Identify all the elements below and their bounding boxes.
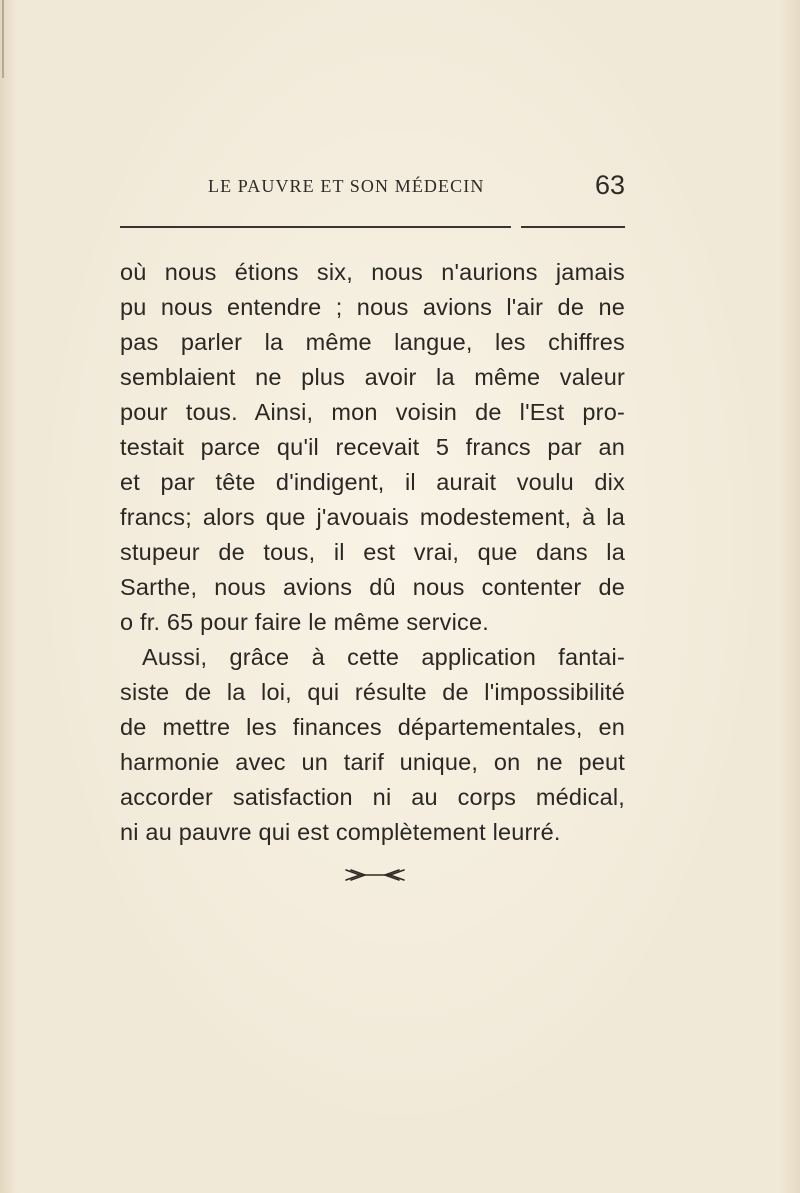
text-line: siste de la loi, qui résulte de l'impossibilité [120, 679, 625, 705]
text-line: harmonie avec un tarif unique, on ne peut [120, 749, 625, 775]
text-line: o fr. 65 pour faire le même service. [120, 609, 489, 635]
running-head [120, 170, 625, 206]
running-title: LE PAUVRE ET SON MÉDECIN [208, 176, 485, 196]
paragraph-1 [120, 255, 625, 640]
header-rule-right [521, 226, 625, 228]
text-line: pas parler la même langue, les chiffres [120, 329, 625, 355]
paragraph-2 [120, 640, 625, 850]
text-line: Sarthe, nous avions dû nous contenter de [120, 574, 625, 600]
text-line: pu nous entendre ; nous avions l'air de ne [120, 294, 625, 320]
text-line: de mettre les finances départementales, en [120, 714, 625, 740]
text-line: testait parce qu'il recevait 5 francs par an [120, 434, 625, 460]
text-line: où nous étions six, nous n'aurions jamais [120, 259, 625, 285]
text-line: et par tête d'indigent, il aurait voulu dix [120, 469, 625, 495]
body-text [120, 255, 625, 850]
text-line: semblaient ne plus avoir la même valeur [120, 364, 625, 390]
header-rule-left [120, 226, 511, 228]
text-line: stupeur de tous, il est vrai, que dans la [120, 539, 625, 565]
text-line: pour tous. Ainsi, mon voisin de l'Est pro- [120, 399, 625, 425]
text-line: francs; alors que j'avouais modestement, à la [120, 504, 625, 530]
page-number: 63 [594, 170, 625, 200]
text-line: accorder satisfaction ni au corps médical, [120, 784, 625, 810]
end-ornament-icon [340, 862, 410, 888]
text-line: Aussi, grâce à cette application fantai- [142, 644, 625, 670]
page-edge-mark [2, 0, 4, 78]
text-line: ni au pauvre qui est complètement leurré. [120, 819, 561, 845]
